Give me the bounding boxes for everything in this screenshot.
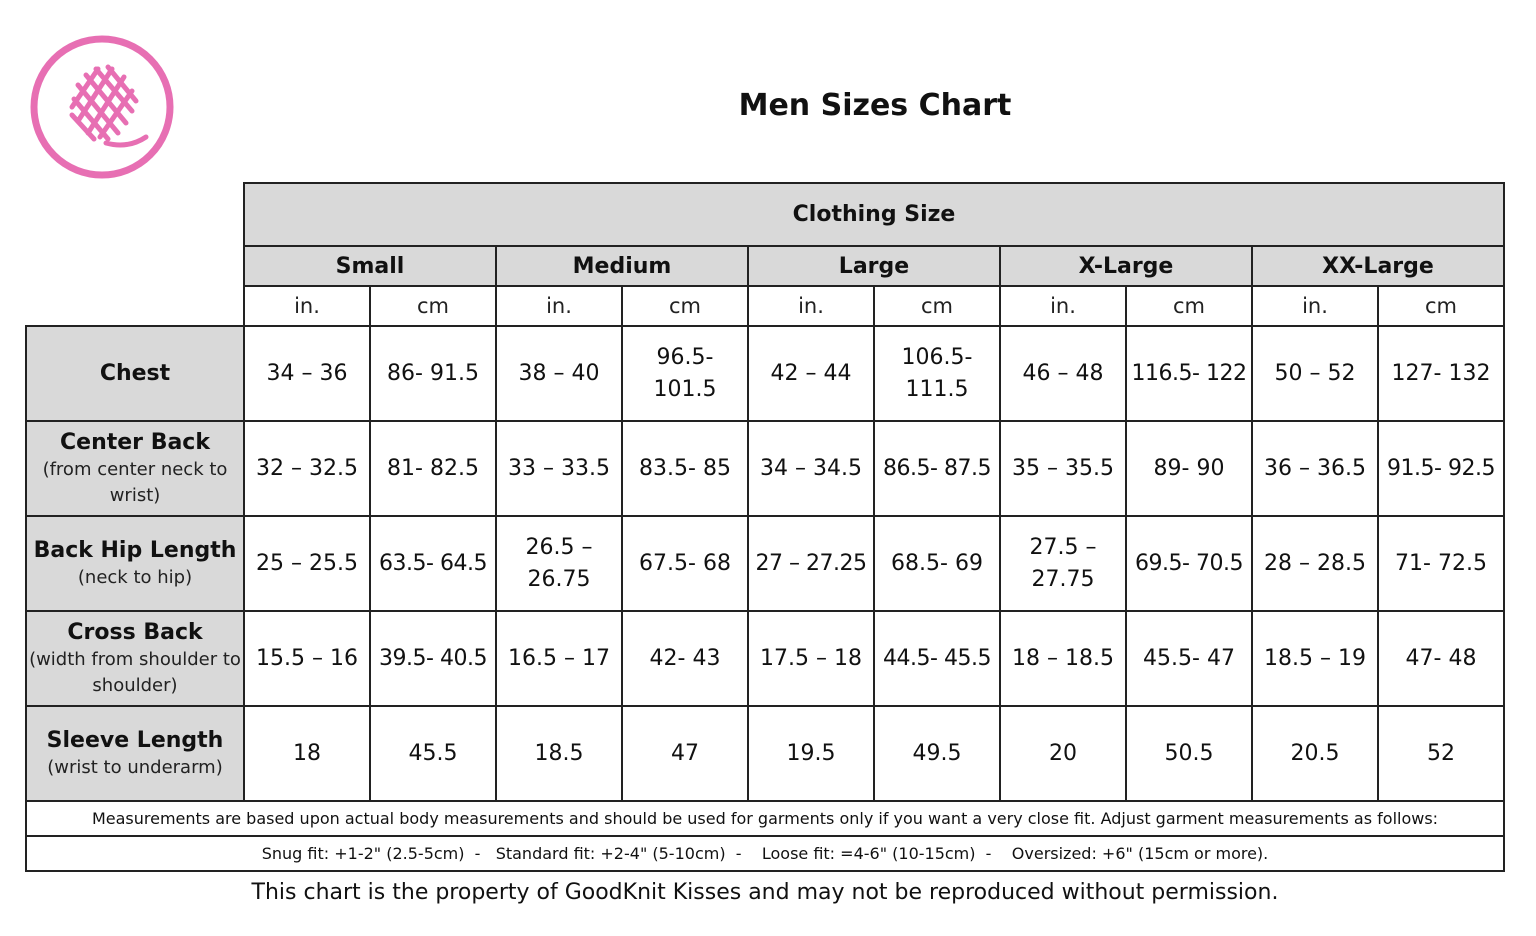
table-cell: 71- 72.5 <box>1378 516 1504 611</box>
size-header-xx-large: XX-Large <box>1252 246 1504 286</box>
row-note: (from center neck to wrist) <box>42 458 228 506</box>
table-cell: 18.5 – 19 <box>1252 611 1378 706</box>
size-header-medium: Medium <box>496 246 748 286</box>
table-cell: 32 – 32.5 <box>244 421 370 516</box>
table-cell: 116.5- 122 <box>1126 326 1252 421</box>
unit-header-in: in. <box>748 286 874 326</box>
size-header-small: Small <box>244 246 496 286</box>
table-cell: 47- 48 <box>1378 611 1504 706</box>
table-cell: 36 – 36.5 <box>1252 421 1378 516</box>
unit-header-in: in. <box>1000 286 1126 326</box>
table-cell: 67.5- 68 <box>622 516 748 611</box>
unit-header-cm: cm <box>622 286 748 326</box>
table-cell: 50 – 52 <box>1252 326 1378 421</box>
table-cell: 26.5 – 26.75 <box>496 516 622 611</box>
table-cell: 86- 91.5 <box>370 326 496 421</box>
table-cell: 27 – 27.25 <box>748 516 874 611</box>
table-cell: 47 <box>622 706 748 801</box>
table-cell: 91.5- 92.5 <box>1378 421 1504 516</box>
table-cell: 38 – 40 <box>496 326 622 421</box>
table-cell: 42 – 44 <box>748 326 874 421</box>
table-cell: 28 – 28.5 <box>1252 516 1378 611</box>
row-label: Back Hip Length <box>33 537 237 563</box>
table-row <box>26 326 1504 421</box>
table-cell: 45.5 <box>370 706 496 801</box>
table-cell: 18.5 <box>496 706 622 801</box>
table-cell: 46 – 48 <box>1000 326 1126 421</box>
table-cell: 50.5 <box>1126 706 1252 801</box>
copyright-notice: This chart is the property of GoodKnit Kisses and may not be reproduced without permission. <box>251 880 1279 905</box>
size-header-large: Large <box>748 246 1000 286</box>
table-row <box>26 706 1504 801</box>
page-title: Men Sizes Chart <box>738 88 1012 123</box>
corner-blank-cell <box>26 183 244 326</box>
size-chart-table <box>25 182 1505 872</box>
table-cell: 33 – 33.5 <box>496 421 622 516</box>
table-cell: 81- 82.5 <box>370 421 496 516</box>
clothing-size-header: Clothing Size <box>244 183 1504 246</box>
table-cell: 127- 132 <box>1378 326 1504 421</box>
table-cell: 16.5 – 17 <box>496 611 622 706</box>
table-row <box>26 516 1504 611</box>
table-cell: 63.5- 64.5 <box>370 516 496 611</box>
size-header-x-large: X-Large <box>1000 246 1252 286</box>
table-cell: 69.5- 70.5 <box>1126 516 1252 611</box>
table-cell: 39.5- 40.5 <box>370 611 496 706</box>
row-label: Sleeve Length <box>46 727 224 753</box>
row-header-back-hip-length <box>26 516 244 611</box>
row-label: Cross Back <box>67 619 203 645</box>
brand-logo <box>28 33 176 181</box>
table-cell: 19.5 <box>748 706 874 801</box>
footnote-row <box>26 801 1504 836</box>
table-cell: 27.5 – 27.75 <box>1000 516 1126 611</box>
table-cell: 68.5- 69 <box>874 516 1000 611</box>
table-cell: 34 – 34.5 <box>748 421 874 516</box>
footnote-measurements: Measurements are based upon actual body measurements and should be used for garments only if you want a very close fit. Adjust garment measurements as follows: <box>26 801 1504 836</box>
unit-header-cm: cm <box>874 286 1000 326</box>
table-cell: 34 – 36 <box>244 326 370 421</box>
table-cell: 96.5- 101.5 <box>622 326 748 421</box>
row-header-center-back <box>26 421 244 516</box>
table-cell: 49.5 <box>874 706 1000 801</box>
table-cell: 86.5- 87.5 <box>874 421 1000 516</box>
table-cell: 89- 90 <box>1126 421 1252 516</box>
table-cell: 45.5- 47 <box>1126 611 1252 706</box>
footnote-fit-adjustments: Snug fit: +1-2" (2.5-5cm) - Standard fit: +2-4" (5-10cm) - Loose fit: =4-6" (10-15cm) - Oversized: +6" (15cm or more). <box>26 836 1504 871</box>
table-cell: 18 <box>244 706 370 801</box>
row-label: Chest <box>99 360 171 386</box>
row-note: (wrist to underarm) <box>47 756 223 778</box>
yarn-ball-icon <box>28 33 176 181</box>
unit-header-cm: cm <box>1126 286 1252 326</box>
table-cell: 20.5 <box>1252 706 1378 801</box>
row-header-chest <box>26 326 244 421</box>
unit-header-cm: cm <box>1378 286 1504 326</box>
table-row <box>26 421 1504 516</box>
table-cell: 52 <box>1378 706 1504 801</box>
table-cell: 44.5- 45.5 <box>874 611 1000 706</box>
table-cell: 20 <box>1000 706 1126 801</box>
table-cell: 17.5 – 18 <box>748 611 874 706</box>
row-header-cross-back <box>26 611 244 706</box>
table-cell: 106.5- 111.5 <box>874 326 1000 421</box>
unit-header-cm: cm <box>370 286 496 326</box>
unit-header-in: in. <box>1252 286 1378 326</box>
table-cell: 35 – 35.5 <box>1000 421 1126 516</box>
table-row <box>26 611 1504 706</box>
table-cell: 18 – 18.5 <box>1000 611 1126 706</box>
table-cell: 42- 43 <box>622 611 748 706</box>
row-note: (neck to hip) <box>77 566 193 588</box>
table-cell: 83.5- 85 <box>622 421 748 516</box>
table-cell: 15.5 – 16 <box>244 611 370 706</box>
unit-header-in: in. <box>496 286 622 326</box>
row-label: Center Back <box>60 429 210 455</box>
table-cell: 25 – 25.5 <box>244 516 370 611</box>
row-header-sleeve-length <box>26 706 244 801</box>
footnote-row <box>26 836 1504 871</box>
row-note: (width from shoulder to shoulder) <box>29 648 241 696</box>
unit-header-in: in. <box>244 286 370 326</box>
